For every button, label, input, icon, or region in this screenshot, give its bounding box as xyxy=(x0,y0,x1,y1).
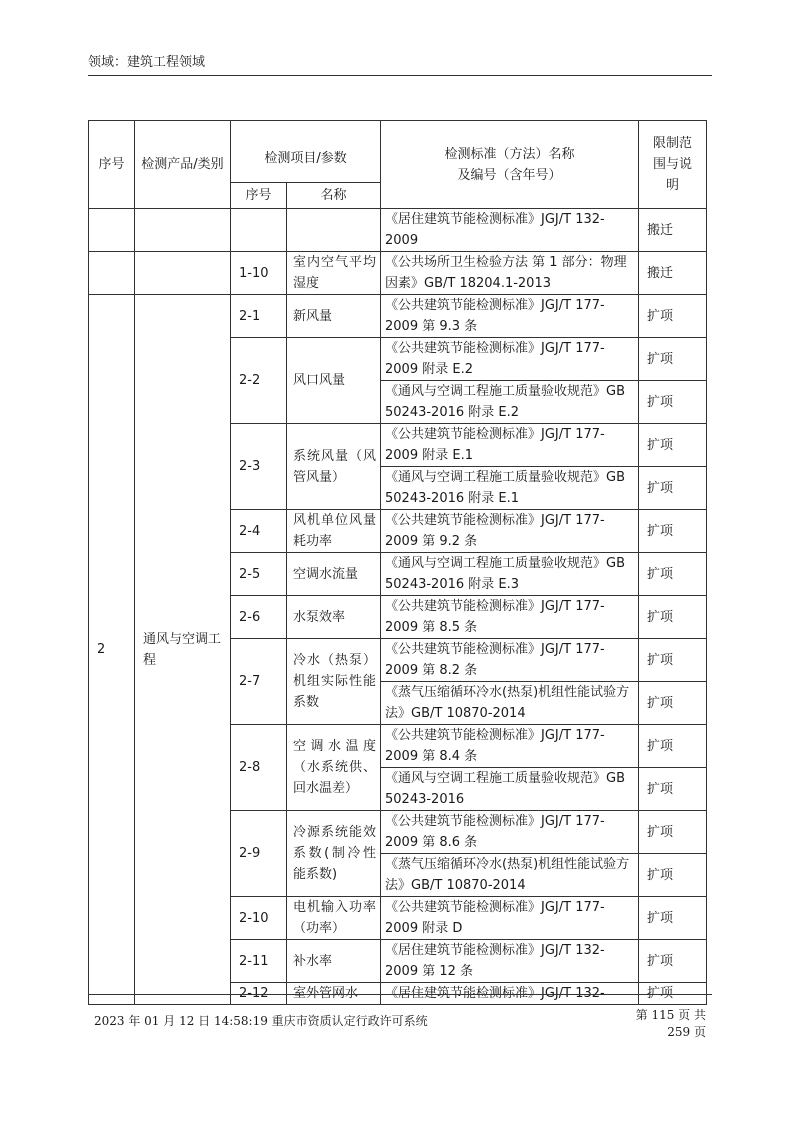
header-item-group: 检测项目/参数 xyxy=(231,121,381,183)
category-cell: 通风与空调工程 xyxy=(135,295,231,1005)
standard-cell: 《蒸气压缩循环冷水(热泵)机组性能试验方法》GB/T 10870-2014 xyxy=(381,854,639,897)
standard-cell: 《公共建筑节能检测标准》JGJ/T 177-2009 第 8.6 条 xyxy=(381,811,639,854)
standard-cell: 《居住建筑节能检测标准》JGJ/T 132-2009 xyxy=(381,209,639,252)
page-header xyxy=(88,54,712,76)
footer-timestamp-system: 2023 年 01 月 12 日 14:58:19 重庆市资质认定行政许可系统 xyxy=(94,1014,428,1028)
standard-cell: 《公共建筑节能检测标准》JGJ/T 177-2009 第 8.5 条 xyxy=(381,596,639,639)
limit-cell: 扩项 xyxy=(639,381,707,424)
standard-cell: 《公共建筑节能检测标准》JGJ/T 177-2009 附录 E.1 xyxy=(381,424,639,467)
category-cell xyxy=(135,252,231,295)
limit-cell: 扩项 xyxy=(639,338,707,381)
item-name-cell xyxy=(287,209,381,252)
standard-cell: 《公共建筑节能检测标准》JGJ/T 177-2009 附录 D xyxy=(381,897,639,940)
standard-cell: 《居住建筑节能检测标准》JGJ/T 132-2009 第 12 条 xyxy=(381,940,639,983)
standard-cell: 《蒸气压缩循环冷水(热泵)机组性能试验方法》GB/T 10870-2014 xyxy=(381,682,639,725)
limit-cell: 扩项 xyxy=(639,983,707,1005)
item-seq-cell: 2-11 xyxy=(231,940,287,983)
item-name-cell: 风机单位风量耗功率 xyxy=(287,510,381,553)
footer-page-number: 第 115 页 共 259 页 xyxy=(635,1008,706,1039)
item-name-cell: 电机输入功率（功率） xyxy=(287,897,381,940)
item-seq-cell: 2-12 xyxy=(231,983,287,1005)
header-standard: 检测标准（方法）名称及编号（含年号） xyxy=(381,121,639,209)
item-name-cell: 系统风量（风管风量） xyxy=(287,424,381,510)
item-seq-cell: 1-10 xyxy=(231,252,287,295)
page-footer xyxy=(88,994,712,1039)
item-seq-cell: 2-4 xyxy=(231,510,287,553)
standard-cell: 《公共建筑节能检测标准》JGJ/T 177-2009 第 9.2 条 xyxy=(381,510,639,553)
item-seq-cell: 2-10 xyxy=(231,897,287,940)
item-name-cell: 室内空气平均湿度 xyxy=(287,252,381,295)
item-seq-cell: 2-5 xyxy=(231,553,287,596)
limit-cell: 扩项 xyxy=(639,682,707,725)
item-seq-cell xyxy=(231,209,287,252)
item-seq-cell: 2-6 xyxy=(231,596,287,639)
header-item-seq: 序号 xyxy=(231,183,287,209)
item-name-cell: 新风量 xyxy=(287,295,381,338)
limit-cell: 扩项 xyxy=(639,596,707,639)
item-seq-cell: 2-2 xyxy=(231,338,287,424)
item-seq-cell: 2-9 xyxy=(231,811,287,897)
limit-cell: 扩项 xyxy=(639,897,707,940)
inspection-scope-table xyxy=(88,120,707,1005)
seq-cell xyxy=(89,252,135,295)
standard-cell: 《公共场所卫生检验方法 第 1 部分：物理因素》GB/T 18204.1-2013 xyxy=(381,252,639,295)
standard-cell: 《公共建筑节能检测标准》JGJ/T 177-2009 第 8.2 条 xyxy=(381,639,639,682)
item-name-cell: 冷源系统能效系数(制冷性能系数) xyxy=(287,811,381,897)
item-name-cell: 水泵效率 xyxy=(287,596,381,639)
standard-cell: 《居住建筑节能检测标准》JGJ/T 132- xyxy=(381,983,639,1005)
item-seq-cell: 2-7 xyxy=(231,639,287,725)
standard-cell: 《通风与空调工程施工质量验收规范》GB 50243-2016 xyxy=(381,768,639,811)
header-seq: 序号 xyxy=(89,121,135,209)
limit-cell: 扩项 xyxy=(639,424,707,467)
item-name-cell: 空调水温度（水系统供、回水温差） xyxy=(287,725,381,811)
item-name-cell: 空调水流量 xyxy=(287,553,381,596)
table-row xyxy=(89,209,707,252)
standard-cell: 《公共建筑节能检测标准》JGJ/T 177-2009 附录 E.2 xyxy=(381,338,639,381)
standard-cell: 《通风与空调工程施工质量验收规范》GB 50243-2016 附录 E.3 xyxy=(381,553,639,596)
limit-cell: 搬迁 xyxy=(639,209,707,252)
limit-cell: 搬迁 xyxy=(639,252,707,295)
item-seq-cell: 2-8 xyxy=(231,725,287,811)
item-name-cell: 补水率 xyxy=(287,940,381,983)
item-seq-cell: 2-1 xyxy=(231,295,287,338)
limit-cell: 扩项 xyxy=(639,725,707,768)
standard-cell: 《通风与空调工程施工质量验收规范》GB 50243-2016 附录 E.1 xyxy=(381,467,639,510)
table-header-row xyxy=(89,121,707,183)
limit-cell: 扩项 xyxy=(639,854,707,897)
limit-cell: 扩项 xyxy=(639,467,707,510)
limit-cell: 扩项 xyxy=(639,295,707,338)
item-name-cell: 室外管网水 xyxy=(287,983,381,1005)
category-cell xyxy=(135,209,231,252)
seq-cell xyxy=(89,209,135,252)
header-limit: 限制范围与说明 xyxy=(639,121,707,209)
standard-cell: 《公共建筑节能检测标准》JGJ/T 177-2009 第 9.3 条 xyxy=(381,295,639,338)
limit-cell: 扩项 xyxy=(639,811,707,854)
limit-cell: 扩项 xyxy=(639,940,707,983)
item-name-cell: 风口风量 xyxy=(287,338,381,424)
item-name-cell: 冷水（热泵）机组实际性能系数 xyxy=(287,639,381,725)
seq-cell: 2 xyxy=(89,295,135,1005)
table-row xyxy=(89,252,707,295)
item-seq-cell: 2-3 xyxy=(231,424,287,510)
header-item-name: 名称 xyxy=(287,183,381,209)
header-category: 检测产品/类别 xyxy=(135,121,231,209)
table-row xyxy=(89,295,707,338)
standard-cell: 《通风与空调工程施工质量验收规范》GB 50243-2016 附录 E.2 xyxy=(381,381,639,424)
limit-cell: 扩项 xyxy=(639,768,707,811)
limit-cell: 扩项 xyxy=(639,553,707,596)
standard-cell: 《公共建筑节能检测标准》JGJ/T 177-2009 第 8.4 条 xyxy=(381,725,639,768)
limit-cell: 扩项 xyxy=(639,639,707,682)
limit-cell: 扩项 xyxy=(639,510,707,553)
header-domain-text: 领域：建筑工程领域 xyxy=(88,55,206,70)
